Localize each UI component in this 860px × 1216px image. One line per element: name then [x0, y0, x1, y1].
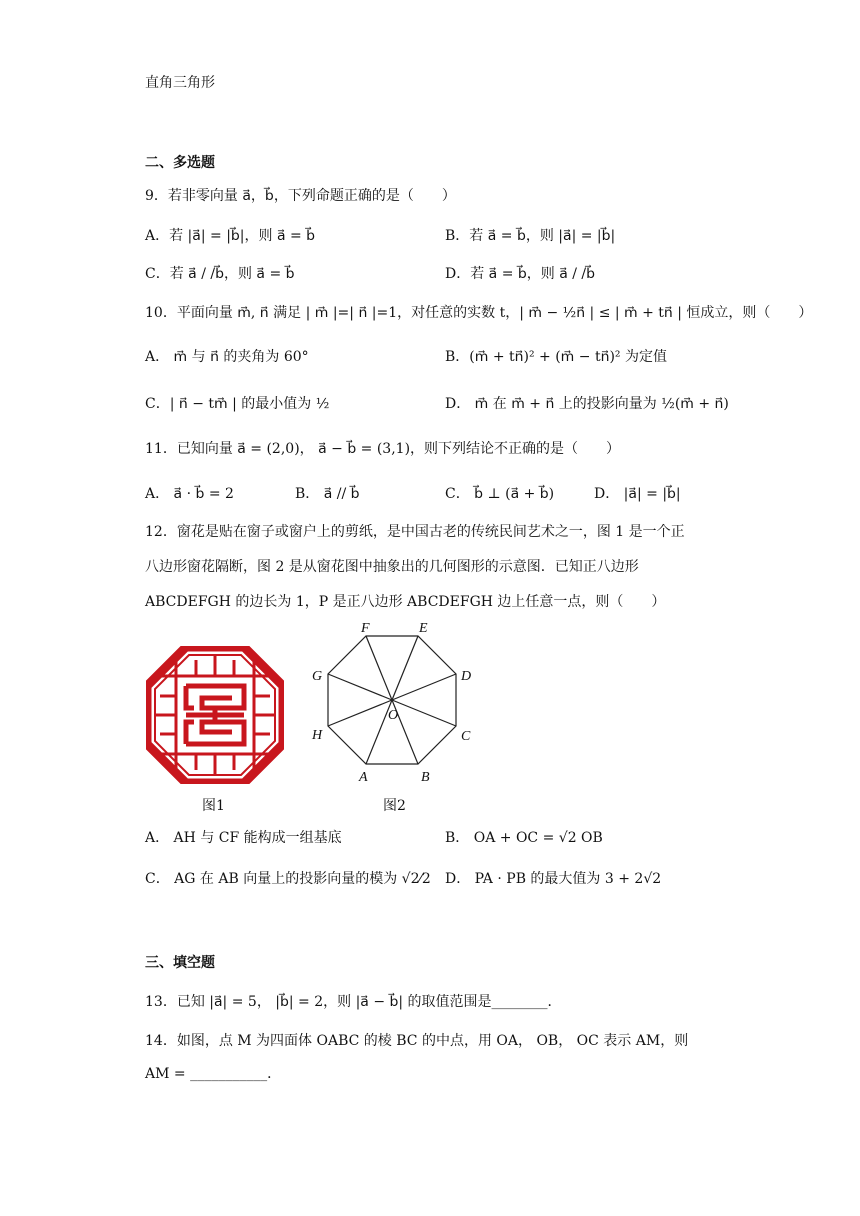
fig2-label-f: F: [361, 621, 370, 636]
q11-option-a: A． a⃗ · b⃗ = 2: [145, 486, 234, 502]
q10-option-a: A． m⃗ 与 n⃗ 的夹角为 60°: [145, 349, 309, 365]
q12-line-1: 12．窗花是贴在窗子或窗户上的剪纸，是中国古老的传统民间艺术之一，图 1 是一个正: [145, 524, 685, 540]
q14-line-1: 14．如图，点 M 为四面体 OABC 的棱 BC 的中点，用 OA， OB， OC 表示 AM，则: [145, 1033, 689, 1049]
q12-line-3: ABCDEFGH 的边长为 1，P 是正八边形 ABCDEFGH 边上任意一点，则（ ）: [145, 594, 666, 610]
q9-option-a: A．若 |a⃗| = |b⃗|，则 a⃗ = b⃗: [145, 228, 316, 244]
q10-option-d: D． m⃗ 在 m⃗ + n⃗ 上的投影向量为 ½(m⃗ + n⃗): [445, 396, 729, 412]
figure-1-caption: 图1: [202, 798, 225, 814]
q9-option-d: D．若 a⃗ = b⃗，则 a⃗ / /b⃗: [445, 266, 596, 282]
fig2-label-e: E: [419, 621, 428, 636]
q11-option-c: C． b⃗ ⊥ (a⃗ + b⃗): [445, 486, 555, 502]
q9-option-b: B．若 a⃗ = b⃗，则 |a⃗| = |b⃗|: [445, 228, 616, 244]
figure-2-octagon-diagram: [306, 618, 482, 790]
fig2-label-g: G: [312, 669, 323, 684]
q10-option-b: B．(m⃗ + tn⃗)² + (m⃗ − tn⃗)² 为定值: [445, 349, 667, 365]
section-multiple-choice-title: 二、多选题: [145, 155, 215, 171]
q13-stem: 13．已知 |a⃗| = 5， |b⃗| = 2，则 |a⃗ − b⃗| 的取值范围是________．: [145, 994, 562, 1010]
q11-stem: 11．已知向量 a⃗ = (2,0)， a⃗ − b⃗ = (3,1)，则下列结论不正确的是（ ）: [145, 441, 621, 457]
figure-1-window-flower: [146, 646, 284, 784]
q12-option-d: D． PA · PB 的最大值为 3 + 2√2: [445, 871, 662, 887]
q12-option-a: A． AH 与 CF 能构成一组基底: [145, 830, 342, 846]
q10-option-c: C．| n⃗ − tm⃗ | 的最小值为 ½: [145, 396, 330, 412]
q14-line-2: AM = ___________．: [145, 1066, 282, 1082]
fig2-label-b: B: [421, 770, 430, 785]
figure-2-caption: 图2: [383, 798, 406, 814]
q9-stem: 9．若非零向量 a⃗，b⃗，下列命题正确的是（ ）: [145, 188, 456, 204]
fig2-label-o: O: [388, 708, 399, 723]
fig2-label-h: H: [312, 728, 323, 743]
q12-line-2: 八边形窗花隔断，图 2 是从窗花图中抽象出的几何图形的示意图．已知正八边形: [145, 559, 639, 575]
top-line: 直角三角形: [145, 75, 215, 91]
fig2-label-a: A: [359, 770, 368, 785]
q11-option-b: B． a⃗ // b⃗: [295, 486, 360, 502]
q10-stem: 10．平面向量 m⃗, n⃗ 满足 | m⃗ |=| n⃗ |=1，对任意的实数 t，| m⃗ − ½n⃗ | ≤ | m⃗ + tn⃗ | 恒成立，则（ ）: [145, 305, 813, 321]
fig2-label-d: D: [461, 669, 472, 684]
q12-option-b: B． OA + OC = √2 OB: [445, 830, 603, 846]
fig2-label-c: C: [461, 729, 471, 744]
q11-option-d: D． |a⃗| = |b⃗|: [594, 486, 681, 502]
q9-option-c: C．若 a⃗ / /b⃗，则 a⃗ = b⃗: [145, 266, 295, 282]
q12-option-c: C． AG 在 AB 向量上的投影向量的模为 √2⁄2: [145, 871, 431, 887]
section-fill-in-title: 三、填空题: [145, 955, 215, 971]
